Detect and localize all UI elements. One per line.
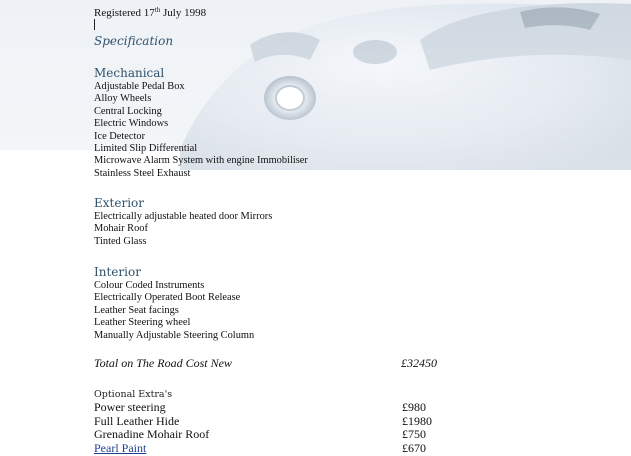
- list-item: Ice Detector: [94, 130, 146, 142]
- optional-extras-heading: Optional Extra's: [94, 389, 173, 400]
- extra-name: Full Leather Hide: [94, 413, 180, 428]
- list-item: Electric Windows: [94, 118, 169, 130]
- total-cost-label: Total on The Road Cost New: [94, 356, 232, 370]
- list-item: Manually Adjustable Steering Column: [94, 329, 255, 341]
- list-item: Mohair Roof: [94, 223, 148, 235]
- mechanical-list: [94, 81, 308, 180]
- extra-row: [94, 428, 494, 442]
- extra-price: £750: [402, 427, 426, 441]
- interior-list: [94, 280, 254, 342]
- optional-extras-list: [94, 401, 494, 455]
- interior-heading: Interior: [94, 265, 141, 279]
- list-item: Central Locking: [94, 105, 162, 117]
- mechanical-heading: Mechanical: [94, 66, 165, 80]
- list-item: Adjustable Pedal Box: [94, 81, 185, 92]
- exterior-heading: Exterior: [94, 196, 144, 210]
- list-item: Limited Slip Differential: [94, 143, 198, 155]
- text-cursor: [94, 19, 95, 30]
- list-item: Electrically adjustable heated door Mirrors: [94, 211, 273, 222]
- list-item: Leather Steering wheel: [94, 317, 191, 329]
- list-item: Tinted Glass: [94, 235, 147, 247]
- list-item: Alloy Wheels: [94, 93, 152, 105]
- document-page: [94, 0, 624, 456]
- pearl-paint-link[interactable]: Pearl Paint: [94, 440, 147, 455]
- list-item: Stainless Steel Exhaust: [94, 167, 191, 179]
- list-item: Colour Coded Instruments: [94, 280, 205, 291]
- extra-price: £980: [402, 400, 426, 414]
- list-item: Microwave Alarm System with engine Immobiliser: [94, 155, 308, 167]
- list-item: Electrically Operated Boot Release: [94, 292, 241, 304]
- extra-name: Power steering: [94, 400, 166, 414]
- extra-row: [94, 401, 494, 415]
- list-item: Leather Seat facings: [94, 304, 179, 316]
- extra-price: £670: [402, 440, 426, 455]
- extra-row: [94, 442, 494, 456]
- extra-price: £1980: [402, 413, 432, 428]
- extra-name: Grenadine Mohair Roof: [94, 427, 210, 441]
- registration-date: Registered 17th July 1998: [94, 6, 207, 19]
- total-cost-value: £32450: [401, 356, 437, 370]
- exterior-list: [94, 211, 272, 248]
- specification-heading: Specification: [94, 34, 174, 48]
- extra-row: [94, 415, 494, 429]
